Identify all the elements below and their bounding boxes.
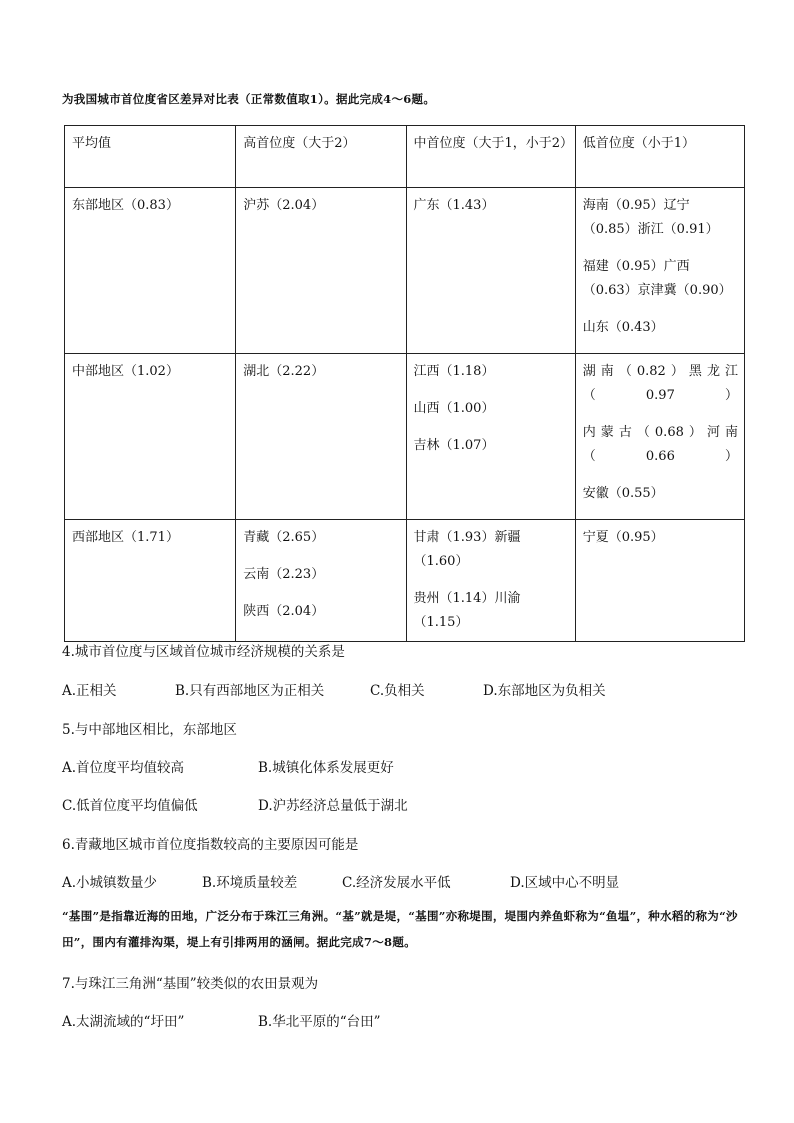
header-high: 高首位度（大于2）	[236, 126, 406, 188]
province-entry: 广东（1.43）	[413, 198, 495, 213]
q6-option-a[interactable]: A.小城镇数量少	[62, 875, 158, 891]
mid-cell	[406, 188, 575, 354]
low-cell	[575, 188, 744, 354]
question-4-stem: 4.城市首位度与区域首位城市经济规模的关系是	[62, 644, 345, 660]
q5-option-d[interactable]: D.沪苏经济总量低于湖北	[258, 798, 408, 814]
high-cell	[236, 354, 406, 520]
province-entry: 福建（0.95）广西（0.63）京津冀（0.90）	[582, 259, 732, 298]
q6-option-b[interactable]: B.环境质量较差	[202, 875, 298, 891]
question-5-stem: 5.与中部地区相比，东部地区	[62, 722, 237, 738]
province-entry: 湖北（2.22）	[243, 364, 325, 379]
q7-option-b[interactable]: B.华北平原的“台田”	[258, 1014, 381, 1030]
province-entry: 云南（2.23）	[243, 567, 325, 582]
paragraph-jiwei: “基围”是指靠近海的田地，广泛分布于珠江三角洲。“基”就是堤，“基围”亦称堤围，堤围内养鱼虾称为“鱼塭”，种水稻的称为“沙田”，围内有灌排沟渠，堤上有引排两用的涵闸。据此完成7～8题。	[62, 909, 738, 949]
high-cell	[236, 520, 406, 642]
province-entry: 山东（0.43）	[582, 320, 664, 335]
province-entry: 吉林（1.07）	[413, 438, 495, 453]
mid-cell	[406, 520, 575, 642]
region-cell: 西部地区（1.71）	[65, 520, 236, 642]
header-average: 平均值	[65, 126, 236, 188]
region-cell: 东部地区（0.83）	[65, 188, 236, 354]
question-7-stem: 7.与珠江三角洲“基围”较类似的农田景观为	[62, 976, 319, 992]
region-cell: 中部地区（1.02）	[65, 354, 236, 520]
province-entry: 安徽（0.55）	[582, 486, 664, 501]
intro-text: 为我国城市首位度省区差异对比表（正常数值取1）。据此完成4～6题。	[62, 92, 436, 106]
province-entry: 内蒙古（0.68）河南（0.66）	[582, 425, 738, 464]
mid-cell	[406, 354, 575, 520]
low-cell	[575, 354, 744, 520]
q4-option-d[interactable]: D.东部地区为负相关	[483, 683, 606, 699]
province-entry: 贵州（1.14）川渝（1.15）	[413, 591, 521, 630]
province-entry: 湖南（0.82）黑龙江（0.97）	[582, 364, 738, 403]
province-entry: 江西（1.18）	[413, 364, 495, 379]
high-cell	[236, 188, 406, 354]
province-entry: 宁夏（0.95）	[582, 530, 664, 545]
primacy-table	[64, 125, 745, 642]
low-cell	[575, 520, 744, 642]
q4-option-c[interactable]: C.负相关	[370, 683, 425, 699]
q4-option-a[interactable]: A.正相关	[62, 683, 117, 699]
table-row	[65, 520, 745, 642]
q6-option-c[interactable]: C.经济发展水平低	[342, 875, 451, 891]
province-entry: 山西（1.00）	[413, 401, 495, 416]
province-entry: 沪苏（2.04）	[243, 198, 325, 213]
header-mid: 中首位度（大于1，小于2）	[406, 126, 575, 188]
q6-option-d[interactable]: D.区域中心不明显	[510, 875, 620, 891]
q4-option-b[interactable]: B.只有西部地区为正相关	[175, 683, 325, 699]
table-row	[65, 188, 745, 354]
province-entry: 陕西（2.04）	[243, 604, 325, 619]
table-row	[65, 354, 745, 520]
q5-option-b[interactable]: B.城镇化体系发展更好	[258, 760, 394, 776]
province-entry: 甘肃（1.93）新疆（1.60）	[413, 530, 521, 569]
province-entry: 青藏（2.65）	[243, 530, 325, 545]
province-entry: 海南（0.95）辽宁（0.85）浙江（0.91）	[582, 198, 719, 237]
q5-option-a[interactable]: A.首位度平均值较高	[62, 760, 185, 776]
q5-option-c[interactable]: C.低首位度平均值偏低	[62, 798, 198, 814]
q7-option-a[interactable]: A.太湖流域的“圩田”	[62, 1014, 185, 1030]
header-low: 低首位度（小于1）	[575, 126, 744, 188]
table-header-row	[65, 126, 745, 188]
question-6-stem: 6.青藏地区城市首位度指数较高的主要原因可能是	[62, 837, 359, 853]
